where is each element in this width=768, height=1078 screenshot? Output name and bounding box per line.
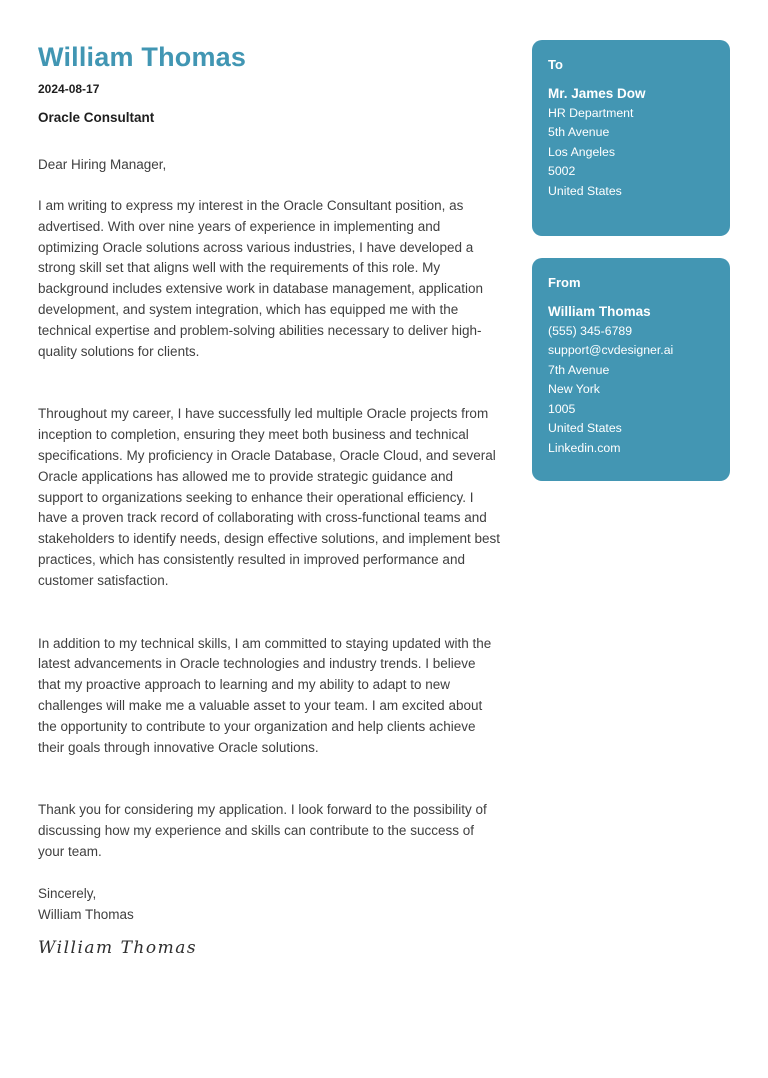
recipient-card <box>532 40 730 236</box>
sender-linkedin: Linkedin.com <box>548 440 621 455</box>
recipient-name: Mr. James Dow <box>548 86 646 101</box>
letter-body <box>38 42 501 958</box>
letter-date: 2024-08-17 <box>38 82 100 96</box>
sender-card-label: From <box>548 275 581 290</box>
recipient-postal-code: 5002 <box>548 164 576 178</box>
letter-paragraph: Thank you for considering my application. I look forward to the possibility of discussing how my experience and skills can contribute to the success of your team. <box>38 802 487 859</box>
sender-name: William Thomas <box>548 304 651 319</box>
letter-paragraph: Throughout my career, I have successfully led multiple Oracle projects from inception to completion, ensuring they meet both business and technical specifications. My proficiency in Oracle Database, Oracle Cloud, and several Oracle applications has allowed me to provide strategic guidance and support to organizations seeking to enhance their operational efficiency. I have a proven track record of collaborating with cross-functional teams and stakeholders to identify needs, design effective solutions, and implement best practices, which has consistently resulted in improved performance and customer satisfaction. <box>38 406 501 588</box>
page-title: William Thomas <box>38 42 247 72</box>
job-title: Oracle Consultant <box>38 110 155 125</box>
sender-card <box>532 258 730 481</box>
sender-country: United States <box>548 421 622 435</box>
sender-city: New York <box>548 382 600 396</box>
sender-street: 7th Avenue <box>548 362 610 377</box>
closing-word: Sincerely, <box>38 885 97 901</box>
recipient-card-label: To <box>548 57 563 72</box>
recipient-country: United States <box>548 183 622 198</box>
letter-paragraph: In addition to my technical skills, I am committed to staying updated with the latest advancements in Oracle technologies and industry trends. I believe that my proactive approach to learning and my ability to adapt to new challenges will make me a valuable asset to your team. I am excited about the opportunity to contribute to your organization and help clients achieve their goals through innovative Oracle solutions. <box>38 635 492 755</box>
recipient-department: HR Department <box>548 105 634 120</box>
signer-name: William Thomas <box>38 906 134 922</box>
sender-postal-code: 1005 <box>548 401 576 416</box>
sender-phone: (555) 345-6789 <box>548 323 633 338</box>
recipient-street: 5th Avenue <box>548 125 610 139</box>
handwritten-signature: William Thomas <box>38 938 198 959</box>
sender-email: support@cvdesigner.ai <box>548 343 674 357</box>
letter-paragraph: I am writing to express my interest in the Oracle Consultant position, as advertised. With over nine years of experience in implementing and optimizing Oracle solutions across various industries, I have developed a strong skill set that aligns well with the requirements of this role. My background includes extensive work in database management, application development, and system integration, which has equipped me with the technical expertise and problem-solving abilities necessary to deliver high-quality solutions for clients. <box>38 198 484 359</box>
recipient-city: Los Angeles <box>548 144 616 159</box>
salutation: Dear Hiring Manager, <box>38 157 167 172</box>
